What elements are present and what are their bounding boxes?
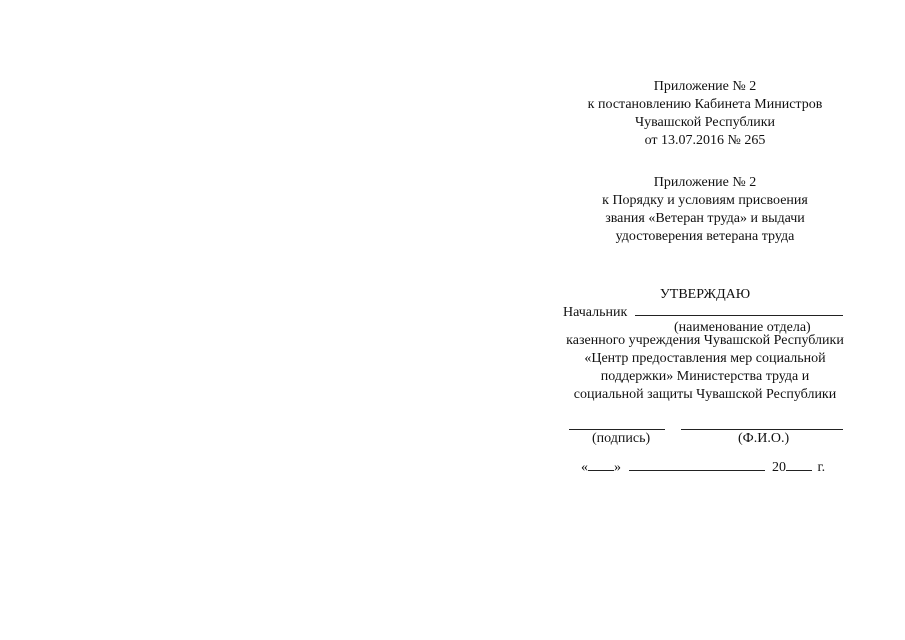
organization-line: «Центр предоставления мер социальной — [584, 351, 826, 366]
name-line — [681, 416, 843, 430]
appendix-header-procedure — [555, 174, 855, 246]
appendix-line: к Порядку и условиям присвоения — [602, 193, 808, 208]
date-row — [581, 457, 825, 477]
date-close-quote: » — [614, 460, 621, 475]
organization-lines — [555, 332, 855, 404]
year-line — [786, 457, 812, 471]
year-suffix: г. — [817, 460, 826, 475]
signature-line — [569, 416, 665, 430]
organization-line: казенного учреждения Чувашской Республики — [566, 333, 844, 348]
name-hint: (Ф.И.О.) — [738, 431, 790, 446]
department-hint: (наименование отдела) — [674, 320, 811, 335]
year-prefix: 20 — [772, 460, 786, 475]
appendix-line: к постановлению Кабинета Министров — [587, 97, 823, 112]
department-line — [635, 302, 843, 316]
signature-hint: (подпись) — [592, 431, 651, 446]
appendix-line: звания «Ветеран труда» и выдачи — [605, 211, 805, 226]
head-label: Начальник — [563, 305, 628, 320]
appendix-header-resolution — [555, 78, 855, 150]
organization-line: поддержки» Министерства труда и — [600, 369, 810, 384]
approval-title: УТВЕРЖДАЮ — [659, 287, 751, 302]
appendix-line: от 13.07.2016 № 265 — [644, 133, 766, 148]
appendix-line: Чувашской Республики — [634, 115, 776, 130]
appendix-line: удостоверения ветерана труда — [615, 229, 795, 244]
organization-line: социальной защиты Чувашской Республики — [573, 387, 837, 402]
date-open-quote: « — [581, 460, 588, 475]
appendix-line: Приложение № 2 — [653, 79, 757, 94]
month-line — [629, 457, 765, 471]
day-line — [588, 457, 614, 471]
appendix-line: Приложение № 2 — [653, 175, 757, 190]
